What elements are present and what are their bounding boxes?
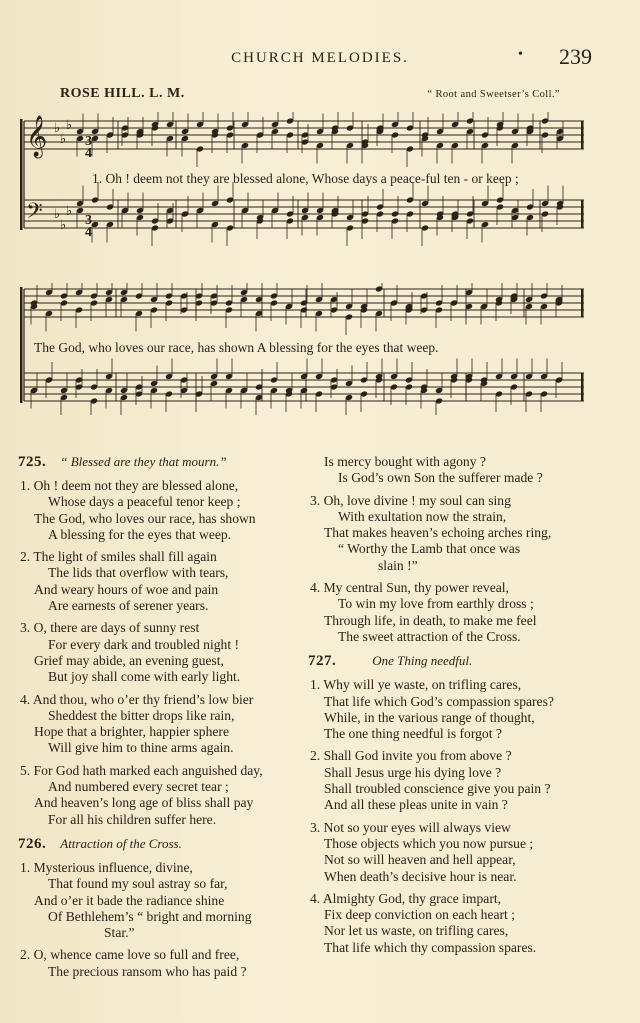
- flat-icon: ♭: [54, 121, 61, 136]
- verse-line: Is God’s own Son the sufferer made ?: [338, 470, 543, 486]
- verse-line: Of Bethlehem’s “ bright and morning: [48, 908, 252, 924]
- stanza: [308, 820, 593, 885]
- verse-line: 1. Oh ! deem not they are blessed alone,: [20, 478, 239, 493]
- verse-line: When death’s decisive hour is near.: [324, 868, 517, 884]
- hymn-number: 727.: [308, 653, 337, 670]
- flat-icon: ♭: [66, 204, 73, 219]
- end-barline: [581, 121, 584, 149]
- verse-line: Grief may abide, an evening guest,: [34, 652, 224, 668]
- printer-mark: •: [518, 47, 523, 62]
- verse-line: And numbered every secret tear ;: [48, 779, 229, 795]
- verse-line: 3. O, there are days of sunny rest: [20, 620, 200, 636]
- verse-line: To win my love from earthly dross ;: [338, 596, 534, 612]
- time-signature: 3: [85, 134, 92, 149]
- hymn-725-heading: [18, 454, 298, 474]
- running-title: CHURCH MELODIES.: [231, 50, 409, 66]
- end-barline: [581, 289, 584, 317]
- stanza: [18, 620, 298, 685]
- verse-line: And all these pleas unite in vain ?: [324, 797, 508, 813]
- verse-line: 2. O, whence came love so full and free,: [20, 947, 240, 963]
- hymn-number: 726.: [18, 835, 47, 852]
- verse-line: Shall Jesus urge his dying love ?: [324, 764, 502, 780]
- verse-line: Nor let us waste, on trifling cares,: [324, 923, 509, 939]
- page-number: 239: [559, 44, 592, 69]
- verse-line: With exultation now the strain,: [338, 508, 507, 524]
- stanza: [18, 692, 298, 757]
- treble-clef-icon: 𝄞: [26, 116, 48, 157]
- flat-icon: ♭: [60, 218, 67, 233]
- time-signature: 4: [85, 146, 92, 161]
- verse-line: That makes heaven’s echoing arches ring,: [324, 525, 552, 541]
- bass-clef-icon: 𝄢: [26, 199, 43, 229]
- verse-line: For every dark and troubled night !: [48, 636, 240, 652]
- stanza: [18, 478, 298, 543]
- stanza: [308, 454, 593, 487]
- verse-line: A blessing for the eyes that weep.: [48, 526, 232, 542]
- verse-line: 4. Almighty God, thy grace impart,: [310, 890, 502, 906]
- verse-line: And heaven’s long age of bliss shall pay: [34, 795, 254, 811]
- verse-line: 1. Mysterious influence, divine,: [20, 859, 193, 875]
- verse-line: 1. Why will ye waste, on trifling cares,: [310, 677, 522, 693]
- stanza: [18, 947, 298, 980]
- hymn-title: Attraction of the Cross.: [60, 835, 182, 851]
- time-signature: 4: [85, 225, 92, 240]
- verse-line: 4. And thou, who o’er thy friend’s low bier: [20, 691, 254, 707]
- stanza: [308, 891, 593, 956]
- time-signature: 3: [85, 213, 92, 228]
- hymn-title: “ Blessed are they that mourn.”: [60, 454, 227, 469]
- end-barline: [581, 373, 584, 401]
- verse-line: The precious ransom who has paid ?: [48, 963, 247, 979]
- verse-line: Is mercy bought with agony ?: [324, 454, 486, 469]
- system-brace: [20, 119, 23, 230]
- verse-line: 2. The light of smiles shall fill again: [20, 549, 217, 565]
- verse-line: 2. Shall God invite you from above ?: [310, 748, 512, 764]
- stanza: [308, 748, 593, 813]
- verse-line: Will give him to thine arms again.: [48, 740, 234, 756]
- verse-line: “ Worthy the Lamb that once was: [338, 541, 521, 557]
- verse-line: Not so will heaven and hell appear,: [324, 852, 516, 868]
- stanza: [18, 549, 298, 614]
- verse-line: The lids that overflow with tears,: [48, 565, 229, 581]
- stanza: [18, 860, 298, 941]
- hymn-727-heading: [308, 653, 593, 673]
- verse-line: Are earnests of serener years.: [48, 598, 209, 614]
- stanza: [18, 763, 298, 828]
- flat-icon: ♭: [54, 207, 61, 222]
- flat-icon: ♭: [66, 118, 73, 133]
- verse-line: Star.”: [104, 925, 135, 941]
- end-barline: [581, 200, 584, 228]
- tune-source: “ Root and Sweetser’s Coll.”: [427, 89, 560, 100]
- verse-line: The one thing needful is forgot ?: [324, 726, 502, 742]
- verse-line: 4. My central Sun, thy power reveal,: [310, 580, 509, 596]
- verse-line: The God, who loves our race, has shown: [34, 510, 256, 526]
- verse-line: 5. For God hath marked each anguished day,: [20, 762, 263, 778]
- verse-line: 3. Oh, love divine ! my soul can sing: [310, 492, 511, 508]
- verse-line: The sweet attraction of the Cross.: [338, 628, 521, 644]
- verse-line: Whose days a peaceful tenor keep ;: [48, 494, 241, 510]
- verse-line: Shall troubled conscience give you pain ?: [324, 781, 551, 797]
- system-brace: [20, 287, 23, 403]
- lyric-line-2: The God, who loves our race, has shown A blessing for the eyes that weep.: [34, 340, 439, 355]
- verse-line: That life which God’s compassion spares?: [324, 693, 554, 709]
- verse-line: But joy shall come with early light.: [48, 669, 241, 685]
- verse-line: Those objects which you now pursue ;: [324, 835, 534, 851]
- verse-line: Fix deep conviction on each heart ;: [324, 907, 516, 923]
- verse-line: That found my soul astray so far,: [48, 876, 228, 892]
- hymn-726-heading: [18, 836, 298, 856]
- verse-line: Sheddest the bitter drops like rain,: [48, 707, 235, 723]
- verse-line: That life which thy compassion spares.: [324, 939, 537, 955]
- hymn-number: 725.: [18, 454, 47, 470]
- lyric-line-1: 1. Oh ! deem not they are blessed alone, Whose days a peace-ful ten - or keep ;: [92, 171, 519, 186]
- verse-line: 3. Not so your eyes will always view: [310, 819, 511, 835]
- verse-line: While, in the various range of thought,: [324, 709, 535, 725]
- stanza: [308, 493, 593, 574]
- flat-icon: ♭: [60, 132, 67, 147]
- text-column-right: [308, 454, 593, 962]
- stanza: [308, 677, 593, 742]
- stanza: [308, 580, 593, 645]
- tune-name: ROSE HILL. L. M.: [60, 86, 185, 101]
- verse-line: Hope that a brighter, happier sphere: [34, 724, 229, 740]
- verse-line: Through life, in death, to make me feel: [324, 612, 537, 628]
- hymn-title: One Thing needful.: [372, 653, 473, 669]
- verse-line: slain !”: [378, 557, 418, 573]
- text-column-left: [18, 454, 298, 986]
- verse-line: And weary hours of woe and pain: [34, 581, 219, 597]
- verse-line: For all his children suffer here.: [48, 811, 217, 827]
- verse-line: And o’er it bade the radiance shine: [34, 892, 225, 908]
